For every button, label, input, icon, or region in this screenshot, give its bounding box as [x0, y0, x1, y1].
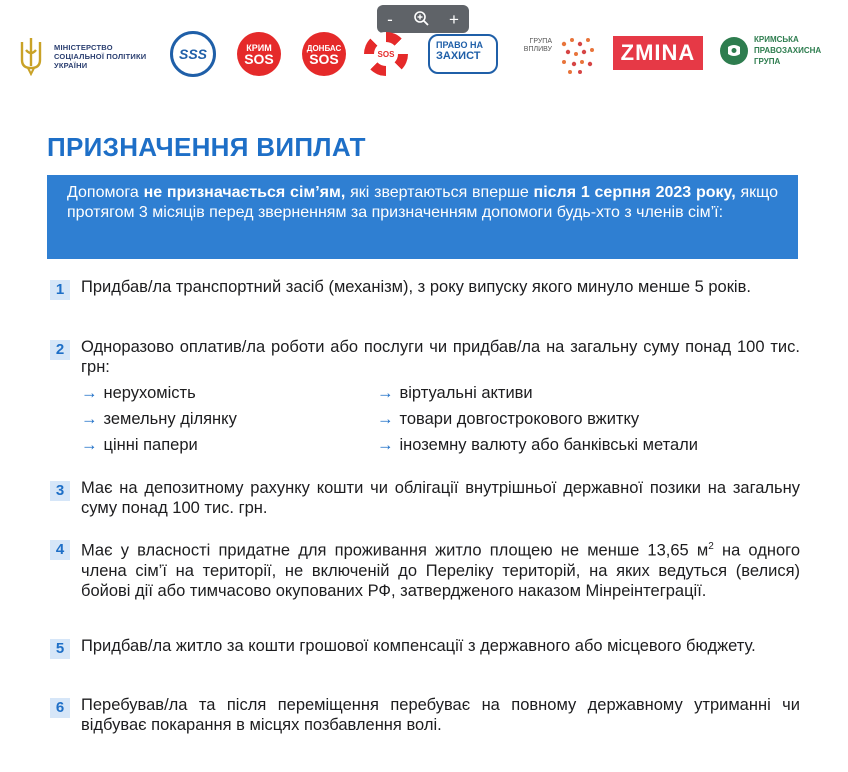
bullet-item	[377, 435, 777, 455]
list-item	[50, 636, 800, 656]
arrow-icon: →	[81, 384, 98, 402]
superscript: 2	[708, 541, 714, 552]
krym-sos-bottom: SOS	[244, 51, 274, 67]
banner-bold-1: не призначається сім’ям,	[143, 184, 346, 201]
bullet-text: нерухомість	[103, 384, 196, 402]
kpg-name: КРИМСЬКА ПРАВОЗАХИСНА ГРУПА	[754, 35, 822, 66]
item-number: 2	[50, 340, 70, 360]
banner-bold-2: після 1 серпня 2023 року,	[533, 184, 736, 201]
zoom-out-button[interactable]: -	[387, 9, 393, 29]
list-item	[50, 695, 800, 735]
banner-text-3: якщо протягом 3 місяців перед зверненням за призначенням допомоги будь-хто з членів сім’ї:	[67, 184, 779, 221]
donbas-sos-logo	[302, 32, 346, 76]
hrupa-vplyvu-logo	[514, 34, 600, 76]
item-text-part: на одного члена сім’ї на території, не включеній до Переліку територій, на яких ведуться (велися) бойові дії або тимчасово окупованих РФ, затвердженого наказом Мінреінтеграції.	[81, 541, 800, 600]
partner-logos	[0, 28, 848, 88]
ministry-name: МІНІСТЕРСТВО СОЦІАЛЬНОЇ ПОЛІТИКИ УКРАЇНИ	[54, 42, 147, 70]
krym-sos-logo	[237, 32, 281, 76]
purchase-categories	[81, 383, 800, 455]
bullet-text: віртуальні активи	[399, 384, 533, 402]
trident-icon	[16, 36, 46, 76]
dots-icon	[556, 34, 600, 76]
zoom-icon[interactable]	[413, 10, 429, 29]
list-item	[50, 478, 800, 518]
bullet-text: товари довгострокового вжитку	[399, 410, 640, 428]
bullet-item	[81, 435, 377, 455]
hrupa-vplyvu-text: ГРУПА ВПЛИВУ	[523, 38, 552, 53]
list-item	[50, 537, 800, 601]
donbas-sos-top: ДОНБАС	[306, 44, 342, 53]
kpg-mark-icon	[720, 37, 748, 65]
item-number: 6	[50, 698, 70, 718]
item-text: Має на депозитному рахунку кошти чи облігації внутрішньої державної позики на загальну суму понад 100 тис. грн.	[81, 479, 800, 517]
arrow-icon: →	[377, 436, 394, 454]
pravo-line2: ЗАХИСТ	[436, 50, 481, 62]
item-number: 1	[50, 280, 70, 300]
pravo-line1: ПРАВО НА	[436, 40, 483, 50]
item-text	[81, 537, 800, 601]
arrow-icon: →	[81, 436, 98, 454]
zoom-in-button[interactable]: +	[448, 9, 459, 29]
item-number: 3	[50, 481, 70, 501]
list-item	[50, 337, 800, 455]
bullet-text: іноземну валюту або банківські метали	[399, 436, 698, 454]
bullet-text: земельну ділянку	[103, 410, 237, 428]
arrow-icon: →	[377, 384, 394, 402]
item-text: Перебував/ла та після переміщення перебуває на повному державному утриманні чи відбуває покарання в місцях позбавлення волі.	[81, 696, 800, 734]
krym-sos-top: КРИМ	[246, 43, 272, 53]
bullet-item	[81, 409, 377, 429]
item-text-part: Має у власності придатне для проживання житло площею не менше 13,65 м	[81, 541, 709, 560]
pravo-na-zakhyst-logo	[428, 34, 498, 74]
intro-banner	[47, 175, 798, 259]
bullet-item	[377, 383, 777, 403]
lifebuoy-sos-text: SOS	[374, 42, 398, 66]
page-title: ПРИЗНАЧЕННЯ ВИПЛАТ	[47, 132, 366, 162]
kpg-logo	[720, 34, 844, 67]
item-number: 5	[50, 639, 70, 659]
arrow-icon: →	[81, 410, 98, 428]
donbas-sos-bottom: SOS	[309, 51, 339, 67]
ministry-logo	[16, 36, 164, 76]
bullet-text: цінні папери	[103, 436, 198, 454]
arrow-icon: →	[377, 410, 394, 428]
bullet-item	[377, 409, 777, 429]
zmina-logo: ZMINA	[613, 36, 703, 70]
list-item	[50, 277, 800, 297]
banner-text-2: які звертаються вперше	[345, 184, 534, 201]
item-text: Придбав/ла транспортний засіб (механізм), з року випуску якого минуло менше 5 років.	[81, 278, 751, 296]
banner-text-1: Допомога	[67, 184, 144, 201]
item-text: Придбав/ла житло за кошти грошової компенсації з державного або місцевого бюджету.	[81, 637, 756, 655]
bullet-item	[81, 383, 377, 403]
item-text: Одноразово оплатив/ла роботи або послуги чи придбав/ла на загальну суму понад 100 тис. грн:	[81, 338, 800, 376]
item-number: 4	[50, 540, 70, 560]
lifebuoy-sos-logo	[364, 32, 408, 76]
sss-logo: SSS	[170, 31, 216, 77]
